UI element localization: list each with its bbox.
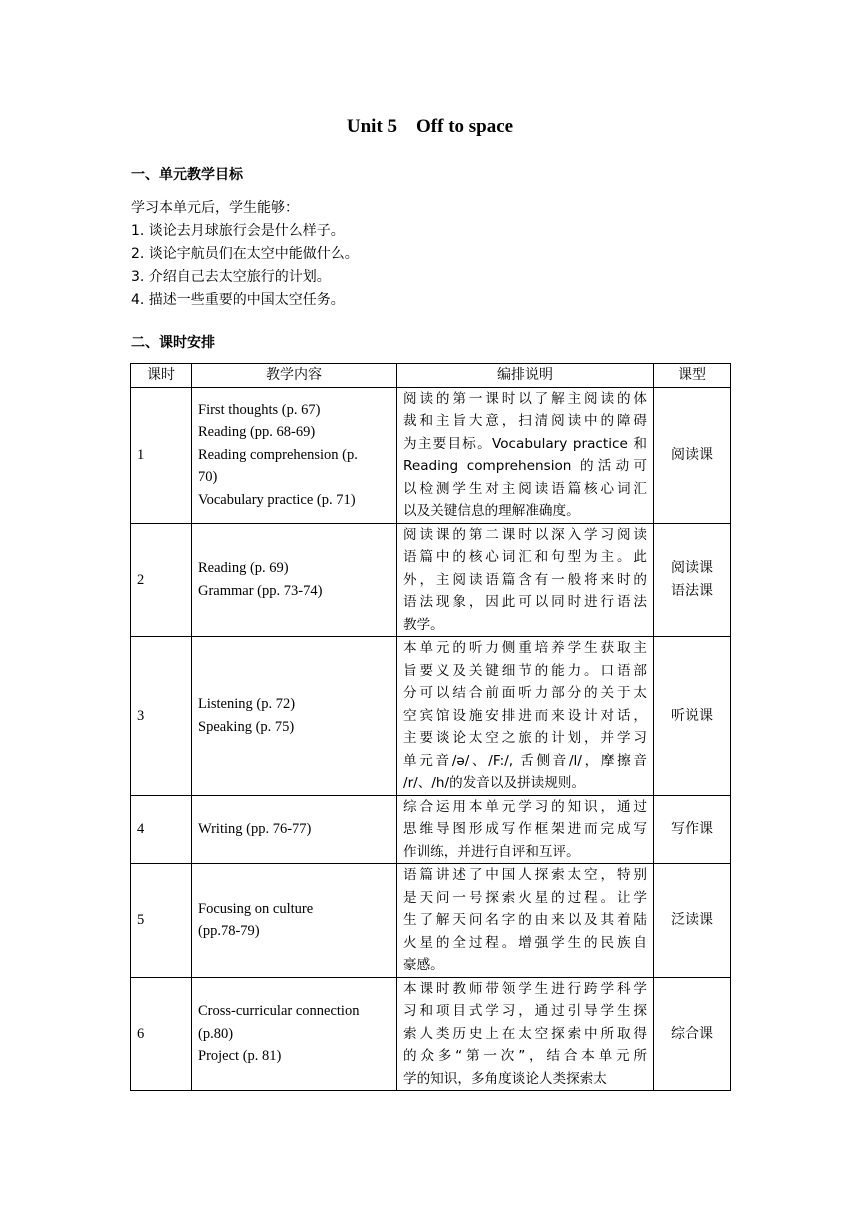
notes-line: 以检测学生对主阅读语篇核心词汇 — [403, 480, 647, 497]
content-line: Grammar (pp. 73-74) — [198, 582, 323, 599]
cell-period-number: 3 — [131, 637, 192, 796]
schedule-table — [130, 363, 731, 1091]
notes-line: 索人类历史上在太空探索中所取得 — [403, 1025, 647, 1042]
section-heading-objectives: 一、单元教学目标 — [131, 167, 243, 183]
notes-line: Reading comprehension 的活动可 — [403, 458, 647, 474]
table-row — [131, 977, 731, 1091]
lesson-type-label: 阅读课 — [671, 560, 713, 577]
notes-line: 裁和主旨大意，扫清阅读中的障碍 — [403, 413, 647, 429]
cell-arrangement-notes — [397, 523, 654, 637]
notes-line: 学的知识，多角度谈论人类探索太 — [403, 1070, 607, 1087]
cell-teaching-content — [192, 795, 397, 864]
notes-line: 语篇讲述了中国人探索太空，特别 — [403, 867, 647, 883]
section-heading-schedule: 二、课时安排 — [131, 335, 215, 351]
lesson-type-label: 阅读课 — [671, 446, 713, 463]
cell-period-number: 2 — [131, 523, 192, 637]
cell-teaching-content — [192, 977, 397, 1091]
cell-period-number: 5 — [131, 864, 192, 978]
content-line: Writing (pp. 76-77) — [198, 821, 312, 837]
notes-line: 阅读的第一课时以了解主阅读的体 — [403, 390, 647, 407]
content-line: Listening (p. 72) — [198, 696, 296, 713]
cell-teaching-content — [192, 864, 397, 978]
content-line: Project (p. 81) — [198, 1048, 282, 1064]
table-row — [131, 387, 731, 523]
page-title: Unit 5 Off to space — [346, 116, 514, 137]
content-line: 70) — [198, 469, 218, 486]
notes-line: 旨要义及关键细节的能力。口语部 — [403, 662, 647, 679]
cell-lesson-type — [654, 637, 731, 796]
table-row — [131, 523, 731, 637]
notes-line: 语篇中的核心词汇和句型为主。此 — [403, 549, 647, 565]
cell-teaching-content — [192, 523, 397, 637]
notes-line: 空宾馆设施安排进而来设计对话， — [403, 707, 647, 724]
notes-line: 语法现象，因此可以同时进行语法 — [403, 594, 647, 610]
notes-line: 教学。 — [403, 616, 444, 633]
lesson-type-label: 语法课 — [671, 582, 713, 599]
content-line: (pp.78-79) — [198, 923, 260, 940]
notes-line: 生了解天问名字的由来以及其着陆 — [403, 912, 647, 928]
cell-arrangement-notes — [397, 977, 654, 1091]
notes-line: 思维导图形成写作框架进而完成写 — [403, 821, 647, 837]
notes-line: /r/、/h/的发音以及拼读规则。 — [403, 775, 586, 791]
content-line: Cross-curricular connection — [198, 1003, 360, 1019]
column-header-type: 课型 — [654, 364, 731, 388]
notes-line: 火星的全过程。增强学生的民族自 — [403, 934, 647, 951]
objectives-intro: 学习本单元后，学生能够： — [131, 200, 299, 216]
lesson-type-label: 泛读课 — [671, 912, 713, 928]
cell-arrangement-notes — [397, 795, 654, 864]
cell-teaching-content — [192, 637, 397, 796]
cell-period-number: 6 — [131, 977, 192, 1091]
objective-item: 3. 介绍自己去太空旅行的计划。 — [131, 269, 331, 285]
cell-period-number: 1 — [131, 387, 192, 523]
content-line: Reading comprehension (p. — [198, 446, 358, 463]
table-header-row — [131, 364, 731, 388]
cell-lesson-type — [654, 977, 731, 1091]
notes-line: 主要谈论太空之旅的计划，并学习 — [403, 730, 647, 746]
notes-line: 的众多“第一次”，结合本单元所 — [403, 1048, 647, 1064]
content-line: Reading (pp. 68-69) — [198, 424, 316, 441]
content-line: First thoughts (p. 67) — [198, 401, 321, 418]
notes-line: 本课时教师带领学生进行跨学科学 — [403, 980, 647, 997]
notes-line: 习和项目式学习，通过引导学生探 — [403, 1003, 647, 1019]
lesson-type-label: 写作课 — [671, 821, 713, 837]
notes-line: 外，主阅读语篇含有一般将来时的 — [403, 571, 647, 588]
objective-item: 4. 描述一些重要的中国太空任务。 — [131, 292, 345, 308]
column-header-content: 教学内容 — [192, 364, 397, 388]
objective-item: 2. 谈论宇航员们在太空中能做什么。 — [131, 246, 359, 262]
notes-line: 是天问一号探索火星的过程。让学 — [403, 889, 647, 906]
notes-line: 阅读课的第二课时以深入学习阅读 — [403, 526, 647, 543]
lesson-type-label: 综合课 — [671, 1025, 713, 1042]
table-row — [131, 795, 731, 864]
content-line: Reading (p. 69) — [198, 560, 289, 577]
cell-arrangement-notes — [397, 864, 654, 978]
content-line: Focusing on culture — [198, 900, 314, 917]
notes-line: 分可以结合前面听力部分的关于太 — [403, 685, 647, 701]
cell-lesson-type — [654, 795, 731, 864]
content-line: (p.80) — [198, 1025, 234, 1042]
cell-arrangement-notes — [397, 637, 654, 796]
table-row — [131, 864, 731, 978]
notes-line: 综合运用本单元学习的知识，通过 — [403, 798, 647, 815]
notes-line: 豪感。 — [403, 957, 444, 973]
lesson-type-label: 听说课 — [671, 707, 713, 724]
cell-period-number: 4 — [131, 795, 192, 864]
column-header-notes: 编排说明 — [397, 364, 654, 388]
notes-line: 作训练，并进行自评和互评。 — [403, 843, 580, 860]
notes-line: 单元音/ə/、/F:/, 舌侧音/l/，摩擦音 — [403, 752, 647, 769]
content-line: Vocabulary practice (p. 71) — [198, 491, 356, 508]
content-line: Speaking (p. 75) — [198, 718, 295, 735]
cell-lesson-type — [654, 864, 731, 978]
cell-teaching-content — [192, 387, 397, 523]
objective-item: 1. 谈论去月球旅行会是什么样子。 — [131, 223, 345, 239]
column-header-period: 课时 — [131, 364, 192, 388]
notes-line: 本单元的听力侧重培养学生获取主 — [403, 640, 647, 656]
cell-lesson-type — [654, 523, 731, 637]
cell-lesson-type — [654, 387, 731, 523]
notes-line: 为主要目标。Vocabulary practice 和 — [403, 435, 647, 452]
cell-arrangement-notes — [397, 387, 654, 523]
table-row — [131, 637, 731, 796]
notes-line: 以及关键信息的理解准确度。 — [403, 503, 580, 519]
